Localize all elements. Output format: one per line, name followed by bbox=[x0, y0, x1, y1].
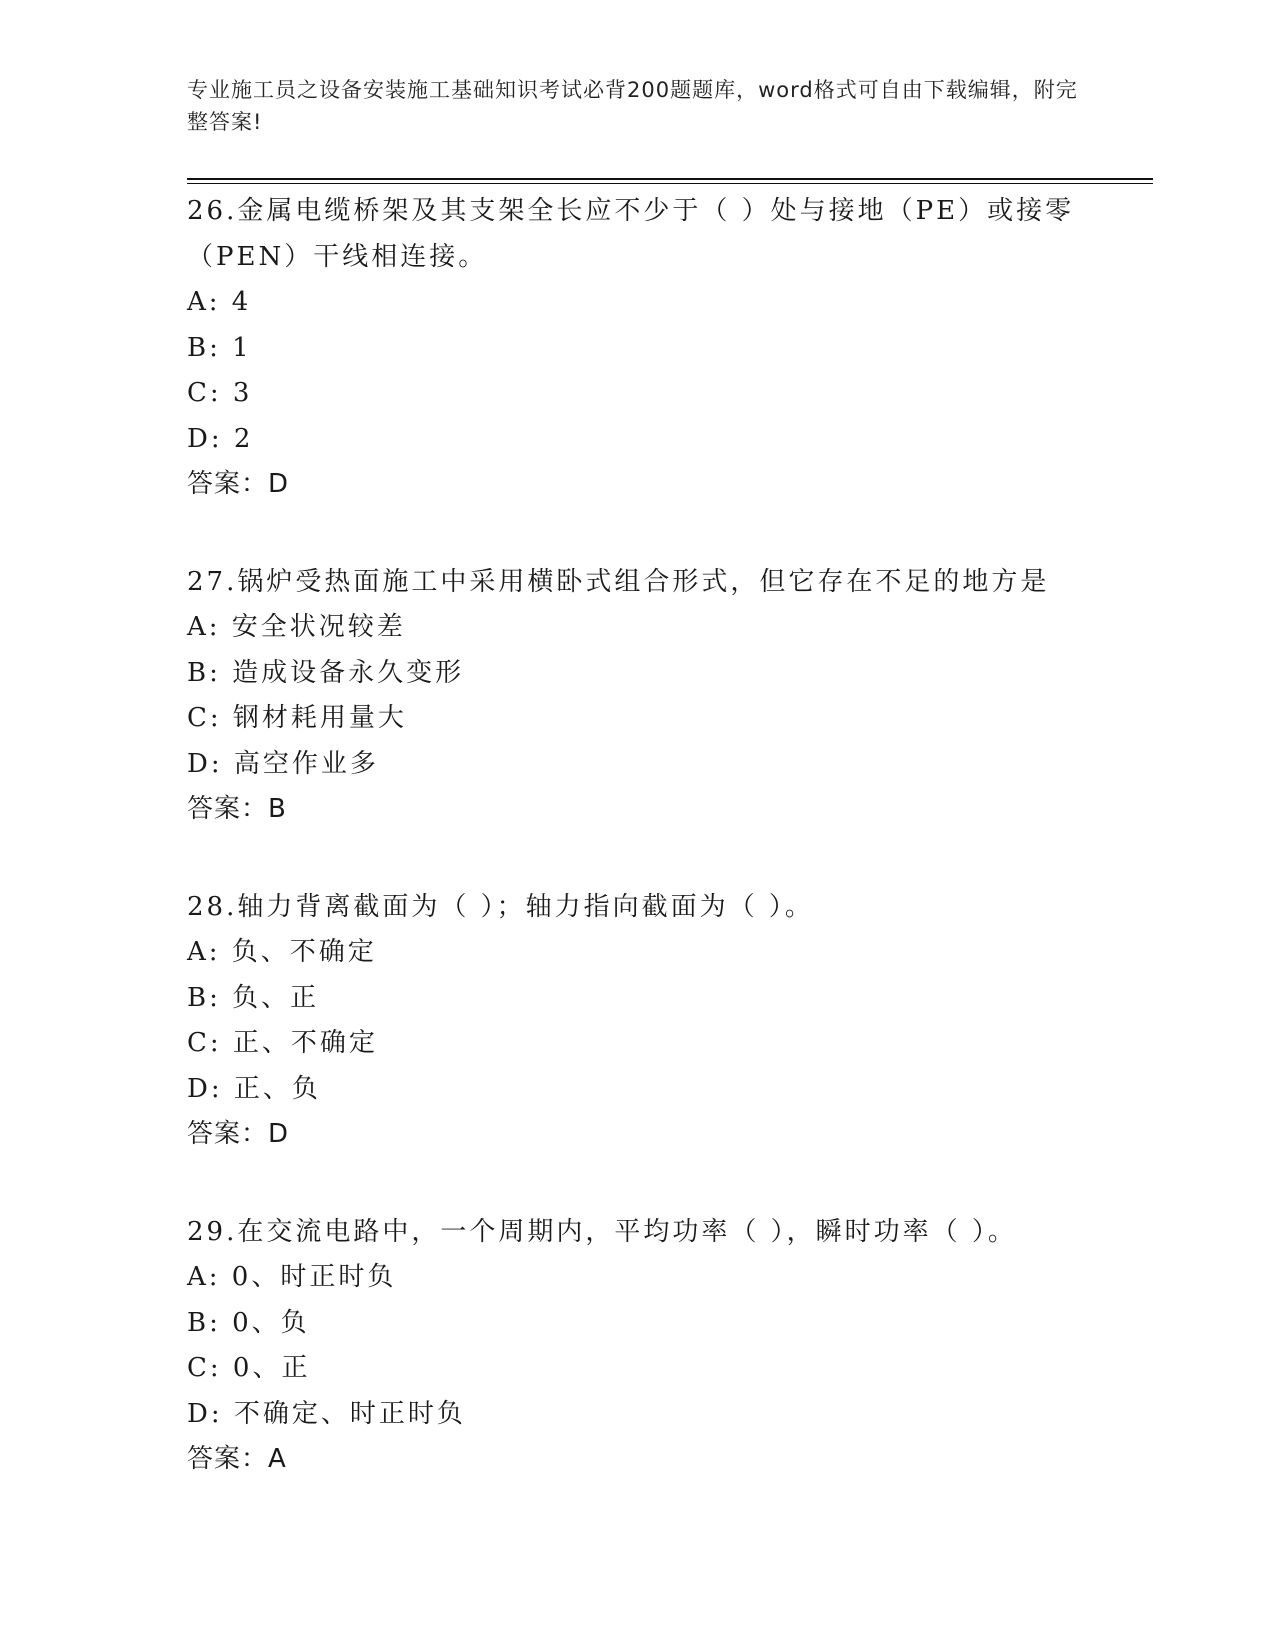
question-list bbox=[187, 188, 1087, 1534]
option-c: C: 钢材耗用量大 bbox=[187, 703, 407, 733]
option-c: C: 正、不确定 bbox=[187, 1028, 378, 1058]
option-c: C: 3 bbox=[187, 378, 253, 408]
answer-line: 答案：B bbox=[187, 794, 287, 824]
option-d: D: 正、负 bbox=[187, 1073, 321, 1104]
answer-line: 答案：D bbox=[187, 469, 290, 499]
option-d: D: 不确定、时正时负 bbox=[187, 1398, 466, 1429]
option-b: B: 0、负 bbox=[187, 1307, 310, 1338]
answer-line: 答案：A bbox=[187, 1444, 287, 1474]
question-26 bbox=[187, 188, 1087, 507]
answer-line: 答案：D bbox=[187, 1119, 290, 1149]
header-rule-thin bbox=[187, 183, 1153, 184]
option-d: D: 高空作业多 bbox=[187, 748, 379, 779]
question-28 bbox=[187, 884, 1087, 1157]
option-a: A: 安全状况较差 bbox=[187, 612, 406, 642]
header-rule-thick bbox=[187, 178, 1153, 180]
option-b: B: 造成设备永久变形 bbox=[187, 657, 465, 688]
question-29 bbox=[187, 1209, 1087, 1482]
option-a: A: 4 bbox=[187, 287, 252, 317]
question-stem: 26.金属电缆桥架及其支架全长应不少于（ ）处与接地（PE）或接零（PEN）干线相连接。 bbox=[187, 196, 1075, 272]
question-stem: 28.轴力背离截面为（ ）；轴力指向截面为（ ）。 bbox=[187, 892, 814, 922]
option-b: B: 1 bbox=[187, 332, 252, 363]
question-27 bbox=[187, 559, 1087, 832]
question-stem: 29.在交流电路中，一个周期内，平均功率（ ），瞬时功率（ ）。 bbox=[187, 1217, 1017, 1247]
option-b: B: 负、正 bbox=[187, 982, 320, 1013]
document-header: 专业施工员之设备安装施工基础知识考试必背200题题库，word格式可自由下载编辑，附完整答案! bbox=[187, 78, 1078, 134]
option-d: D: 2 bbox=[187, 423, 254, 454]
question-stem: 27.锅炉受热面施工中采用横卧式组合形式，但它存在不足的地方是 bbox=[187, 567, 1050, 597]
option-a: A: 0、时正时负 bbox=[187, 1262, 397, 1292]
option-a: A: 负、不确定 bbox=[187, 937, 377, 967]
option-c: C: 0、正 bbox=[187, 1353, 311, 1383]
